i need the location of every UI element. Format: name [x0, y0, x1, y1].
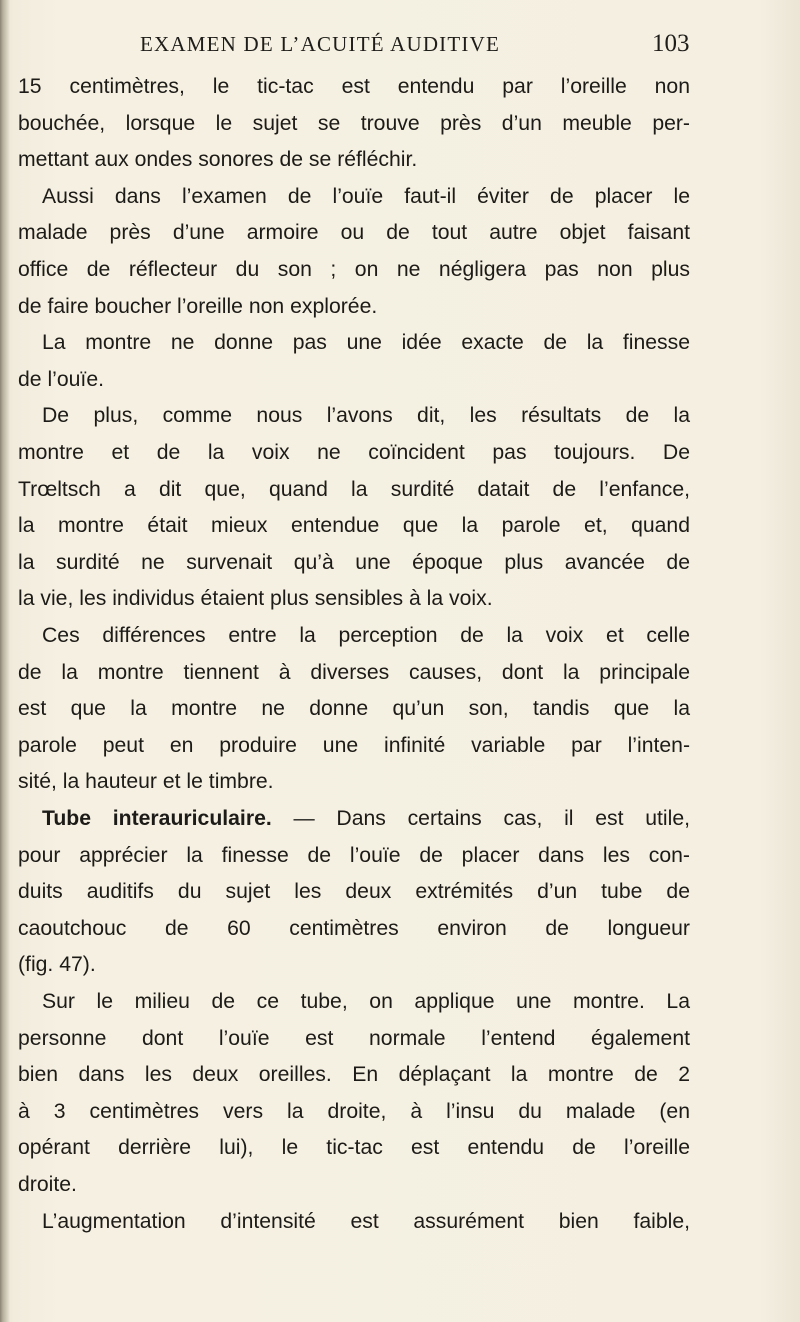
text-line	[18, 1170, 77, 1200]
line-text: bouchée, lorsque le sujet se trouve près d’un meuble per-	[18, 111, 690, 135]
text-line	[18, 694, 690, 724]
text-line	[18, 548, 690, 578]
line-text: De plus, comme nous l’avons dit, les résultats de la	[42, 404, 690, 428]
text-line	[42, 401, 690, 431]
line-text: office de réflecteur du son ; on ne négligera pas non plus	[18, 258, 690, 281]
line-text: montre et de la voix ne coïncident pas toujours. De	[18, 441, 690, 464]
text-line	[42, 621, 690, 651]
text-line	[18, 72, 690, 102]
text-line	[18, 145, 417, 175]
text-line	[18, 731, 690, 761]
text-line	[18, 438, 690, 468]
line-text: bien dans les deux oreilles. En déplaçant la montre de 2	[18, 1063, 690, 1087]
text-line	[18, 841, 690, 871]
text-line	[42, 987, 690, 1017]
line-text: mettant aux ondes sonores de se réfléchir.	[18, 148, 418, 172]
text-line	[18, 475, 690, 505]
line-text: la surdité ne survenait qu’à une époque plus avancée de	[18, 550, 690, 574]
text-line	[18, 255, 690, 285]
page-number: 103	[652, 30, 690, 57]
line-text: L’augmentation d’intensité est assurément bien faible,	[42, 1209, 690, 1233]
line-text: Aussi dans l’examen de l’ouïe faut-il éviter de placer le	[42, 184, 690, 208]
line-text: — Dans certains cas, il est utile,	[271, 807, 690, 830]
section-heading: Tube interauriculaire.	[42, 807, 272, 830]
text-line	[18, 365, 104, 395]
line-text: la montre était mieux entendue que la parole et, quand	[18, 514, 690, 538]
text-line	[18, 914, 690, 944]
line-text: de l’ouïe.	[18, 367, 104, 391]
line-text: de la montre tiennent à diverses causes, dont la principale	[18, 660, 690, 684]
text-line	[18, 1024, 690, 1054]
page-header	[0, 32, 800, 66]
line-text: Trœltsch a dit que, quand la surdité datait de l’enfance,	[18, 477, 690, 501]
text-line	[42, 1207, 690, 1237]
text-line	[18, 950, 96, 980]
line-text: caoutchouc de 60 centimètres environ de longueur	[18, 916, 690, 940]
line-text: 15 centimètres, le tic-tac est entendu par l’oreille non	[18, 75, 690, 98]
line-text: de faire boucher l’oreille non explorée.	[18, 294, 378, 318]
text-line	[18, 767, 274, 797]
text-line	[18, 658, 690, 688]
text-line	[18, 584, 493, 614]
text-line	[18, 218, 690, 248]
line-text: malade près d’une armoire ou de tout autre objet faisant	[18, 221, 690, 245]
line-text: opérant derrière lui), le tic-tac est entendu de l’oreille	[18, 1136, 690, 1160]
text-line	[18, 1097, 690, 1127]
text-line	[42, 182, 690, 212]
binding-shadow	[0, 0, 10, 1322]
text-line	[42, 328, 690, 358]
running-title: EXAMEN DE L’ACUITÉ AUDITIVE	[140, 32, 500, 56]
text-line	[18, 1133, 690, 1163]
line-text: sité, la hauteur et le timbre.	[18, 770, 274, 794]
text-line	[18, 109, 690, 139]
line-text: pour apprécier la finesse de l’ouïe de placer dans les con-	[18, 843, 690, 867]
line-text: Ces différences entre la perception de la voix et celle	[42, 624, 690, 647]
line-text: droite.	[18, 1173, 77, 1196]
text-line	[18, 877, 690, 907]
line-text: la vie, les individus étaient plus sensibles à la voix.	[18, 587, 493, 611]
line-text: à 3 centimètres vers la droite, à l’insu du malade (en	[18, 1099, 690, 1123]
line-text: Sur le milieu de ce tube, on applique une montre. La	[42, 990, 690, 1013]
text-line	[42, 804, 690, 834]
text-line	[18, 292, 377, 322]
text-line	[18, 1060, 690, 1090]
line-text: La montre ne donne pas une idée exacte de la finesse	[42, 331, 690, 355]
line-text: duits auditifs du sujet les deux extrémités d’un tube de	[18, 880, 690, 904]
line-text: (fig. 47).	[18, 953, 96, 977]
line-text: personne dont l’ouïe est normale l’entend également	[18, 1026, 690, 1050]
line-text: parole peut en produire une infinité variable par l’inten-	[18, 733, 690, 757]
text-line	[18, 511, 690, 541]
line-text: est que la montre ne donne qu’un son, tandis que la	[18, 697, 690, 721]
